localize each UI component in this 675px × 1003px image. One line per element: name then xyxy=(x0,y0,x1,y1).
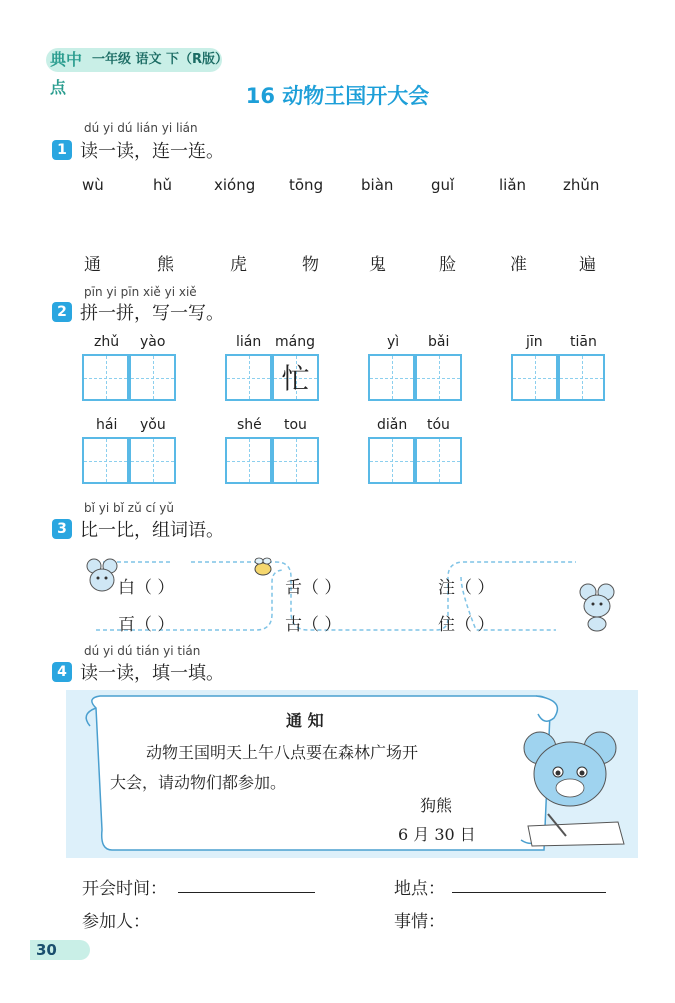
grid-char xyxy=(560,356,603,399)
compare-item[interactable]: 住（ ） xyxy=(438,615,495,635)
q2-pinyin: pīn yi pīn xiě yi xiě xyxy=(84,285,197,299)
q1-pinyin: dú yi dú lián yi lián xyxy=(84,121,198,135)
brand-logo: 典中点 xyxy=(50,50,83,97)
q1-char-item[interactable]: 遍 xyxy=(579,255,596,275)
mouse-icon xyxy=(84,556,120,600)
grid-char xyxy=(84,356,127,399)
grid-char xyxy=(131,439,174,482)
q1-char-item[interactable]: 准 xyxy=(510,255,527,275)
q1-pinyin-item[interactable]: xióng xyxy=(214,176,256,194)
q3-number: 3 xyxy=(52,519,72,539)
writing-grid[interactable] xyxy=(225,437,272,484)
meeting-time-input[interactable] xyxy=(178,892,315,893)
grid-char xyxy=(227,439,270,482)
q1-char-item[interactable]: 通 xyxy=(84,255,101,275)
writing-grid[interactable] xyxy=(415,354,462,401)
grid-char xyxy=(131,356,174,399)
word-pinyin: zhǔ xyxy=(94,334,120,350)
bee-icon xyxy=(250,556,276,578)
notice-signer: 狗熊 xyxy=(420,796,453,815)
grade-label: 一年级 语文 下（R版） xyxy=(92,52,229,67)
grid-char xyxy=(274,439,317,482)
compare-item[interactable]: 白（ ） xyxy=(118,578,175,598)
compare-item[interactable]: 古（ ） xyxy=(285,615,342,635)
page-number: 30 xyxy=(36,941,57,959)
q1-char-item[interactable]: 脸 xyxy=(439,255,456,275)
writing-grid[interactable] xyxy=(558,354,605,401)
meeting-place-input[interactable] xyxy=(452,892,606,893)
bear-writing-illustration xyxy=(518,726,630,848)
grid-char xyxy=(227,356,270,399)
notice-line: 大会，请动物们都参加。 xyxy=(110,773,287,792)
writing-grid[interactable] xyxy=(368,437,415,484)
q1-char-item[interactable]: 熊 xyxy=(157,255,174,275)
writing-grid[interactable] xyxy=(82,437,129,484)
q4-instruction: 读一读，填一填。 xyxy=(80,663,224,684)
word-pinyin: yǒu xyxy=(140,417,166,433)
notice-heading: 通 知 xyxy=(286,711,324,730)
attendees-label: 参加人： xyxy=(82,912,150,932)
grid-char xyxy=(513,356,556,399)
q3-pinyin: bǐ yi bǐ zǔ cí yǔ xyxy=(84,501,174,515)
writing-grid[interactable] xyxy=(511,354,558,401)
compare-item[interactable]: 舌（ ） xyxy=(285,578,342,598)
compare-item[interactable]: 百（ ） xyxy=(118,615,175,635)
grid-char xyxy=(417,439,460,482)
q4-pinyin: dú yi dú tián yi tián xyxy=(84,644,201,658)
word-pinyin: yì xyxy=(387,334,400,350)
meeting-place-label: 地点： xyxy=(394,879,445,899)
q1-char-item[interactable]: 虎 xyxy=(230,255,247,275)
q4-number: 4 xyxy=(52,662,72,682)
grid-char xyxy=(417,356,460,399)
writing-grid[interactable] xyxy=(415,437,462,484)
word-pinyin: shé xyxy=(237,417,262,433)
word-pinyin: máng xyxy=(275,334,315,350)
word-pinyin: tou xyxy=(284,417,307,433)
q1-char-item[interactable]: 物 xyxy=(302,255,319,275)
meeting-time-label: 开会时间： xyxy=(82,879,167,899)
writing-grid[interactable] xyxy=(129,354,176,401)
q1-instruction: 读一读，连一连。 xyxy=(80,141,224,162)
writing-grid[interactable] xyxy=(129,437,176,484)
writing-grid[interactable] xyxy=(82,354,129,401)
notice-date: 6 月 30 日 xyxy=(398,825,476,844)
q1-pinyin-item[interactable]: biàn xyxy=(361,176,394,194)
q1-pinyin-item[interactable]: hǔ xyxy=(153,176,173,194)
notice-line: 动物王国明天上午八点要在森林广场开 xyxy=(146,743,419,762)
grid-char xyxy=(370,356,413,399)
word-pinyin: tóu xyxy=(427,417,450,433)
q1-char-item[interactable]: 鬼 xyxy=(369,255,386,275)
grid-char xyxy=(84,439,127,482)
page-title: 16 动物王国开大会 xyxy=(245,84,430,108)
q1-pinyin-item[interactable]: wù xyxy=(82,176,104,194)
q1-pinyin-item[interactable]: liǎn xyxy=(499,176,527,194)
matter-label: 事情： xyxy=(394,912,445,932)
q1-pinyin-item[interactable]: zhǔn xyxy=(563,176,600,194)
writing-grid[interactable] xyxy=(272,354,319,401)
q2-number: 2 xyxy=(52,302,72,322)
q1-pinyin-item[interactable]: guǐ xyxy=(431,176,455,194)
writing-grid[interactable] xyxy=(272,437,319,484)
grid-char xyxy=(370,439,413,482)
q2-instruction: 拼一拼，写一写。 xyxy=(80,303,224,324)
word-pinyin: tiān xyxy=(570,334,597,350)
writing-grid[interactable] xyxy=(368,354,415,401)
word-pinyin: yào xyxy=(140,334,166,350)
grid-char: 忙 xyxy=(281,362,310,395)
compare-item[interactable]: 注（ ） xyxy=(438,578,495,598)
word-pinyin: lián xyxy=(236,334,262,350)
q3-instruction: 比一比，组词语。 xyxy=(80,520,224,541)
word-pinyin: jīn xyxy=(526,334,543,350)
word-pinyin: diǎn xyxy=(377,417,408,433)
word-pinyin: hái xyxy=(96,417,118,433)
dancing-mouse-icon xyxy=(572,582,624,632)
q1-number: 1 xyxy=(52,140,72,160)
writing-grid[interactable] xyxy=(225,354,272,401)
word-pinyin: bǎi xyxy=(428,334,450,350)
q1-pinyin-item[interactable]: tōng xyxy=(289,176,324,194)
